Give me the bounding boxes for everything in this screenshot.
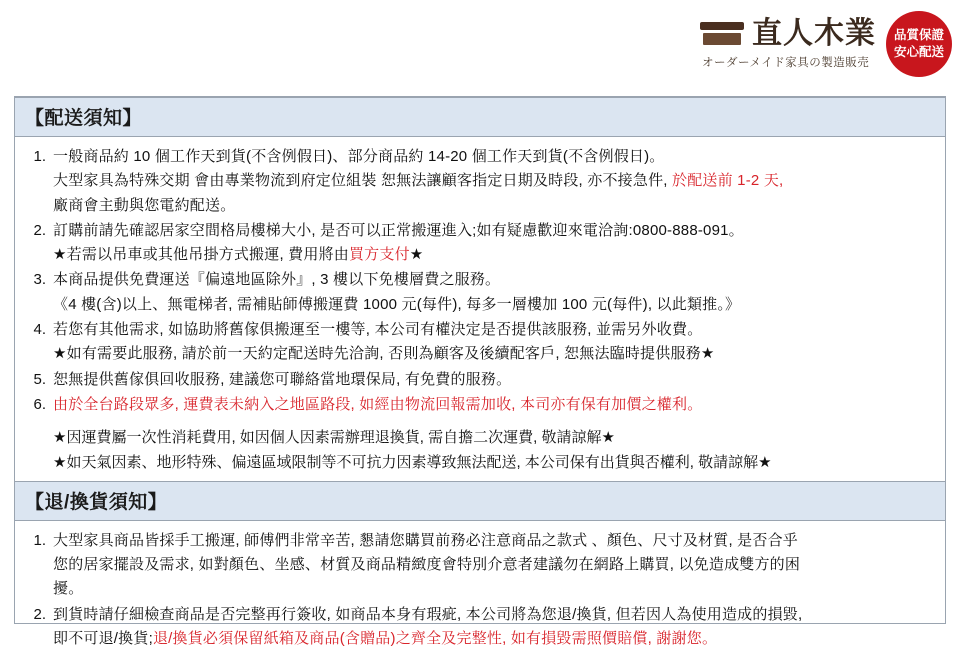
sections-root <box>15 97 945 660</box>
brand-subtitle: オーダーメイド家具の製造販売 <box>702 56 870 69</box>
footnote-line: ★因運費屬一次性消耗費用, 如因個人因素需辦理退換貨, 需自擔二次運費, 敬請諒解★ <box>53 429 615 447</box>
notice-footnotes <box>15 426 945 481</box>
list-item <box>27 393 933 417</box>
text-line: 本商品提供免費運送『偏遠地區除外』, 3 樓以下免樓層費之服務。 <box>53 271 501 289</box>
list-item-number: 1. <box>33 148 46 165</box>
list-item <box>27 529 933 602</box>
text-segment: ★ <box>409 246 424 264</box>
notice-list <box>15 521 945 660</box>
list-item-number: 2. <box>33 605 46 623</box>
footnote-line: ★如天氣因素、地形特殊、偏遠區域限制等不可抗力因素導致無法配送, 本公司保有出貨與否權利, 敬請諒解★ <box>53 453 772 471</box>
text-line: 《4 樓(含)以上、無電梯者, 需補貼師傅搬運費 1000 元(每件), 每多一層樓加 100 元(每件), 以此類推。》 <box>53 295 741 313</box>
list-item-number: 2. <box>33 221 46 239</box>
list-item-text <box>53 368 933 392</box>
quality-badge <box>886 11 952 77</box>
badge-line-1: 品質保證 <box>893 28 944 43</box>
text-segment-highlight: 買方支付 <box>348 246 410 264</box>
list-item-text <box>53 318 933 367</box>
text-line: 到貨時請仔細檢查商品是否完整再行簽收, 如商品本身有瑕疵, 本公司將為您退/換貨, 但若因人為使用造成的損毀, <box>53 605 803 623</box>
list-item-text <box>53 529 933 602</box>
text-line: ★如有需要此服務, 請於前一天約定配送時先洽詢, 否則為顧客及後續配客戶, 恕無法臨時提供服務★ <box>53 345 715 363</box>
list-item-number: 3. <box>33 271 46 289</box>
text-line: 大型家具商品皆採手工搬運, 師傅們非常辛苦, 懇請您購買前務必注意商品之款式 、顏色、尺寸及材質, 是否合乎 <box>53 531 798 549</box>
wood-logo-icon <box>700 19 744 49</box>
text-line: 您的居家擺設及需求, 如對顏色、坐感、材質及商品精緻度會特別介意者建議勿在網路上購買, 以免造成雙方的困 <box>53 556 801 574</box>
list-item-text <box>53 145 933 218</box>
list-item <box>27 268 933 317</box>
text-line: 訂購前請先確認居家空間格局樓梯大小, 是否可以正常搬運進入;如有疑慮歡迎來電洽詢:0800-888-091。 <box>53 221 744 239</box>
text-segment: ★若需以吊車或其他吊掛方式搬運, 費用將由 <box>53 246 349 264</box>
list-item-number: 4. <box>33 321 46 339</box>
list-item-text <box>53 219 933 268</box>
list-item <box>27 219 933 268</box>
list-item <box>27 603 933 652</box>
notice-list <box>15 137 945 426</box>
text-segment: 即不可退/換貨; <box>53 630 153 648</box>
list-item-text <box>53 268 933 317</box>
list-item <box>27 368 933 392</box>
text-line: 由於全台路段眾多, 運費表未納入之地區路段, 如經由物流回報需加收, 本司亦有保有加價之權利。 <box>53 395 703 413</box>
text-line: 一般商品約 10 個工作天到貨(不含例假日)、部分商品約 14-20 個工作天到貨(不含例假日)。 <box>53 148 665 165</box>
text-line <box>53 169 933 193</box>
list-item <box>27 318 933 367</box>
brand-name: 直人木業 <box>752 16 876 50</box>
logo-block <box>700 16 876 70</box>
list-item-text <box>53 393 933 417</box>
notice-frame <box>14 96 946 648</box>
logo-row <box>700 16 876 50</box>
text-line <box>53 627 933 651</box>
text-segment-highlight: 退/換貨必須保留紙箱及商品(含贈品)之齊全及完整性, 如有損毀需照價賠償, 謝謝您。 <box>152 630 718 648</box>
section-title: 【退/換貨須知】 <box>15 481 945 521</box>
list-item-number: 1. <box>33 531 46 549</box>
list-item-number: 5. <box>33 370 46 388</box>
text-line: 恕無提供舊傢俱回收服務, 建議您可聯絡當地環保局, 有免費的服務。 <box>53 370 512 388</box>
text-segment-highlight: 於配送前 1-2 天, <box>672 172 784 190</box>
text-line: 擾。 <box>53 580 84 598</box>
text-line <box>53 243 933 267</box>
text-segment: 大型家具為特殊交期 會由專業物流到府定位組裝 恕無法讓顧客指定日期及時段, 亦不接急件, <box>53 172 673 190</box>
text-line: 廠商會主動與您電約配送。 <box>53 196 236 214</box>
list-item <box>27 145 933 218</box>
section-title: 【配送須知】 <box>15 97 945 137</box>
list-item-text <box>53 603 933 652</box>
text-line: 若您有其他需求, 如協助將舊傢俱搬運至一樓等, 本公司有權決定是否提供該服務, 並需另外收費。 <box>53 321 703 339</box>
badge-line-2: 安心配送 <box>893 45 944 59</box>
brand-header <box>622 8 952 80</box>
list-item-number: 6. <box>33 395 46 413</box>
